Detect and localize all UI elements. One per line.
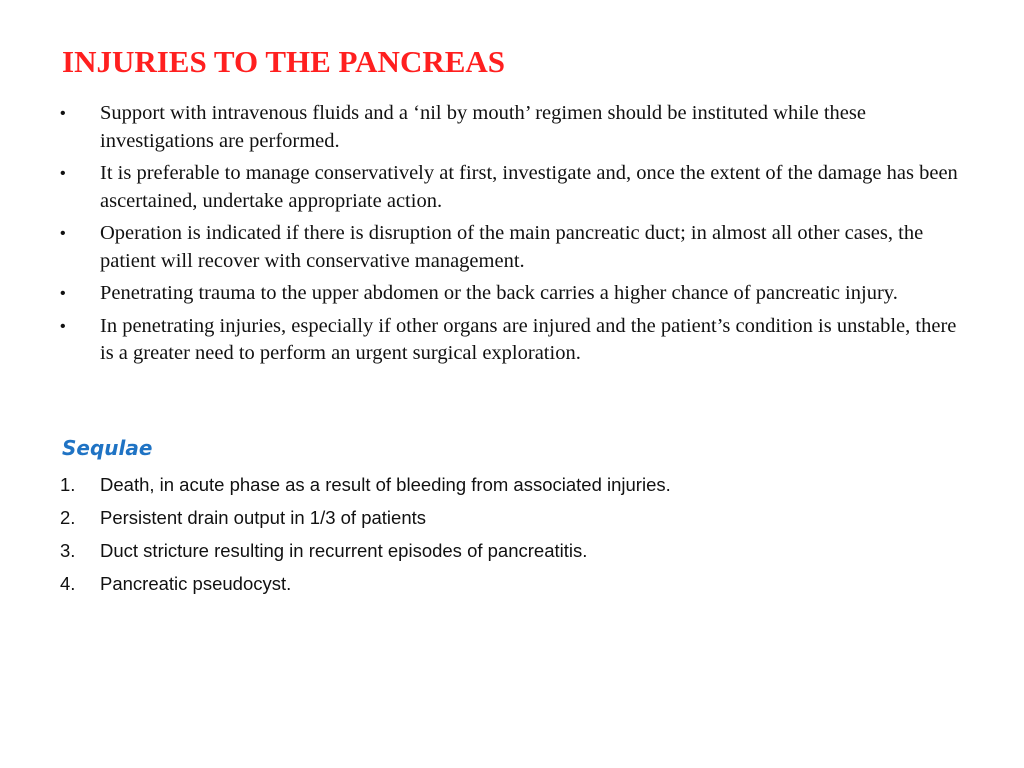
sequlae-item <box>60 468 960 501</box>
sequlae-item <box>60 534 960 567</box>
item-text: Persistent drain output in 1/3 of patients <box>100 507 427 528</box>
bullet-marker: • <box>60 285 66 302</box>
item-number: 4. <box>60 573 76 594</box>
bullet-marker: • <box>60 165 66 182</box>
sequlae-item <box>60 501 960 534</box>
sequlae-item <box>60 567 960 600</box>
slide-title: INJURIES TO THE PANCREAS <box>62 44 506 79</box>
bullet-marker: • <box>60 105 66 122</box>
bullet-text: Operation is indicated if there is disruption of the main pancreatic duct; in almost all other cases, the patient will recover with conservative management. <box>100 222 924 272</box>
item-text: Duct stricture resulting in recurrent episodes of pancreatitis. <box>100 540 588 561</box>
bullet-marker: • <box>60 317 66 335</box>
item-number: 2. <box>60 507 76 528</box>
bullet-text: Penetrating trauma to the upper abdomen or the back carries a higher chance of pancreatic injury. <box>100 282 898 304</box>
bullet-item <box>62 220 962 275</box>
bullet-item <box>62 160 962 215</box>
item-number: 3. <box>60 540 76 561</box>
bullet-item <box>62 313 962 368</box>
sequlae-heading: Sequlae <box>62 436 153 460</box>
bullet-item <box>62 280 962 308</box>
sequlae-list <box>60 468 960 600</box>
bullet-marker: • <box>60 225 66 242</box>
bullet-list <box>62 100 962 373</box>
bullet-item <box>62 100 962 155</box>
item-number: 1. <box>60 474 76 495</box>
item-text: Death, in acute phase as a result of bleeding from associated injuries. <box>100 474 671 495</box>
item-text: Pancreatic pseudocyst. <box>100 573 292 594</box>
bullet-text: In penetrating injuries, especially if other organs are injured and the patient’s condition is unstable, there is a greater need to perform an urgent surgical exploration. <box>100 314 957 364</box>
bullet-text: Support with intravenous fluids and a ‘nil by mouth’ regimen should be instituted while these investigations are performed. <box>100 102 866 152</box>
bullet-text: It is preferable to manage conservatively at first, investigate and, once the extent of the damage has been ascertained, undertake appropriate action. <box>100 162 958 212</box>
